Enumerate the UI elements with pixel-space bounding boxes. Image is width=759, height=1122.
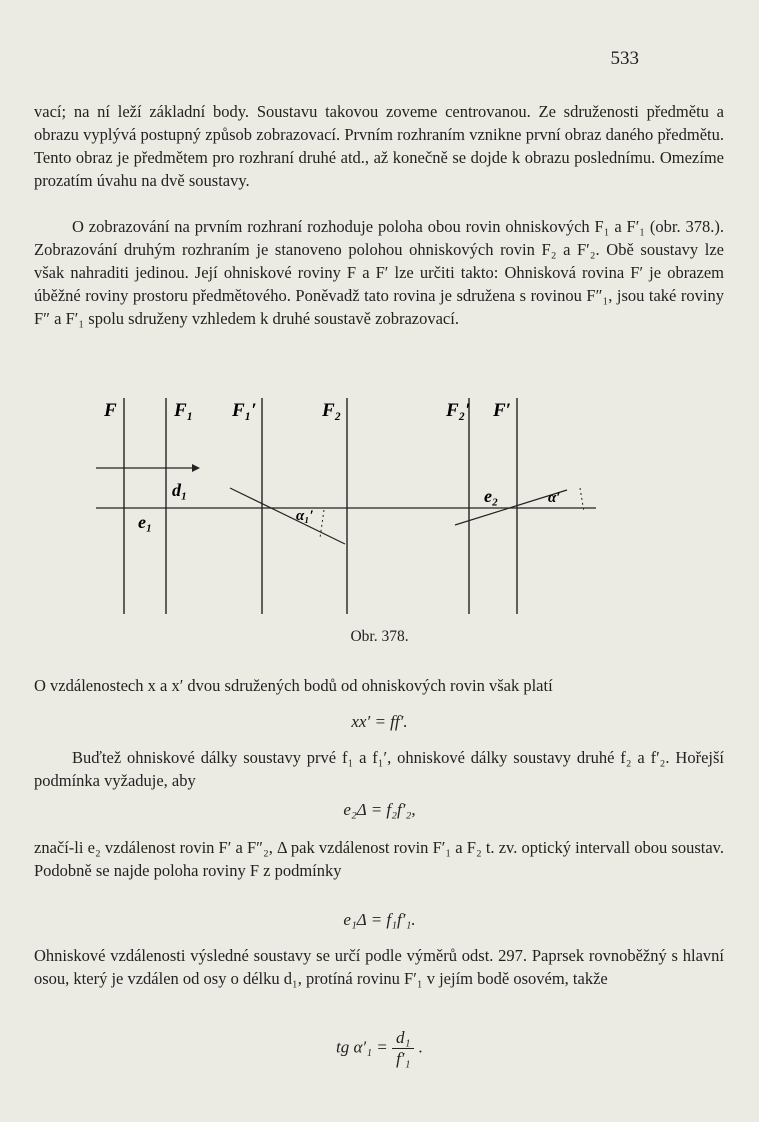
- label-F-prime: F′: [493, 400, 512, 421]
- equation-2: e₂Δ = f₂f′₂,: [343, 800, 416, 819]
- equation-4: [0, 1028, 759, 1069]
- paragraph-5: značí-li e₂ vzdálenost rovin F′ a F″₂, Δ pak vzdálenost rovin F′₁ a F₂ t. zv. optický intervall obou soustav. Podobně se najde poloha roviny F z podmínky: [34, 838, 724, 880]
- page-number: 533: [610, 48, 639, 69]
- label-F1: F₁: [174, 400, 194, 421]
- figure-caption: Obr. 378.: [350, 628, 409, 645]
- paragraph-3: O vzdálenostech x a x′ dvou sdružených bodů od ohniskových rovin však platí: [34, 676, 553, 695]
- label-alpha: α′: [548, 490, 561, 506]
- ray-arrow-icon: [192, 464, 200, 472]
- equation-1: xx′ = ff′.: [351, 712, 408, 731]
- paragraph-6: Ohniskové vzdálenosti výsledné soustavy se určí podle výměrů odst. 297. Paprsek rovnoběžný s hlavní osou, který je vzdálen od osy o délku d₁, protíná rovinu F′₁ v jejím bodě osovém, takže: [34, 946, 724, 988]
- label-e2: e₂: [484, 486, 499, 506]
- label-F2-prime: F₂′: [446, 400, 471, 421]
- equation-4-fraction: [392, 1028, 414, 1069]
- label-F2: F₂: [322, 400, 342, 421]
- label-F: F: [104, 400, 117, 421]
- label-e1: e₁: [138, 512, 153, 532]
- paragraph-1: vací; na ní leží základní body. Soustavu takovou zoveme centrovanou. Ze sdruženosti předmětu a obrazu vyplývá postupný způsob zobrazovací. Prvním rozhraním vznikne první obraz daného předmětu. Tento obraz je předmětem pro rozhraní druhé atd., až konečně se dojde k obrazu poslednímu. Omezíme prozatím úvahu na dvě soustavy.: [34, 102, 724, 190]
- optical-diagram: [0, 378, 759, 628]
- label-d1: d₁: [172, 480, 188, 500]
- paragraph-2: O zobrazování na prvním rozhraní rozhoduje poloha obou rovin ohniskových F₁ a F′₁ (obr. 378.). Zobrazování druhým rozhraním je stanoveno polohou ohniskových rovin F₂ a F′₂. Obě soustavy lze však nahraditi jedinou. Její ohniskové roviny F a F′ lze určiti takto: Ohnisková rovina F′ je obrazem úběžné roviny prostoru předmětového. Poněvadž tato rovina je sdružena s rovinou F″₁, jsou také roviny F″ a F′₁ spolu sdruženy vzhledem k druhé soustavě zobrazovací.: [34, 217, 724, 328]
- paragraph-4: Buďtež ohniskové dálky soustavy prvé f₁ a f₁′, ohniskové dálky soustavy druhé f₂ a f′₂. Hořejší podmínka vyžaduje, aby: [34, 748, 724, 790]
- equation-4-lhs: tg α′₁ =: [336, 1037, 388, 1057]
- equation-4-numerator: d₁: [392, 1028, 414, 1049]
- equation-3: e₁Δ = f₁f′₁.: [343, 910, 416, 929]
- label-alpha1: α₁′: [296, 508, 314, 524]
- equation-4-end: .: [418, 1037, 423, 1057]
- ray-segment-1: [230, 488, 345, 544]
- label-F1-prime: F₁′: [232, 400, 257, 421]
- equation-4-denominator: f′₁: [396, 1049, 411, 1068]
